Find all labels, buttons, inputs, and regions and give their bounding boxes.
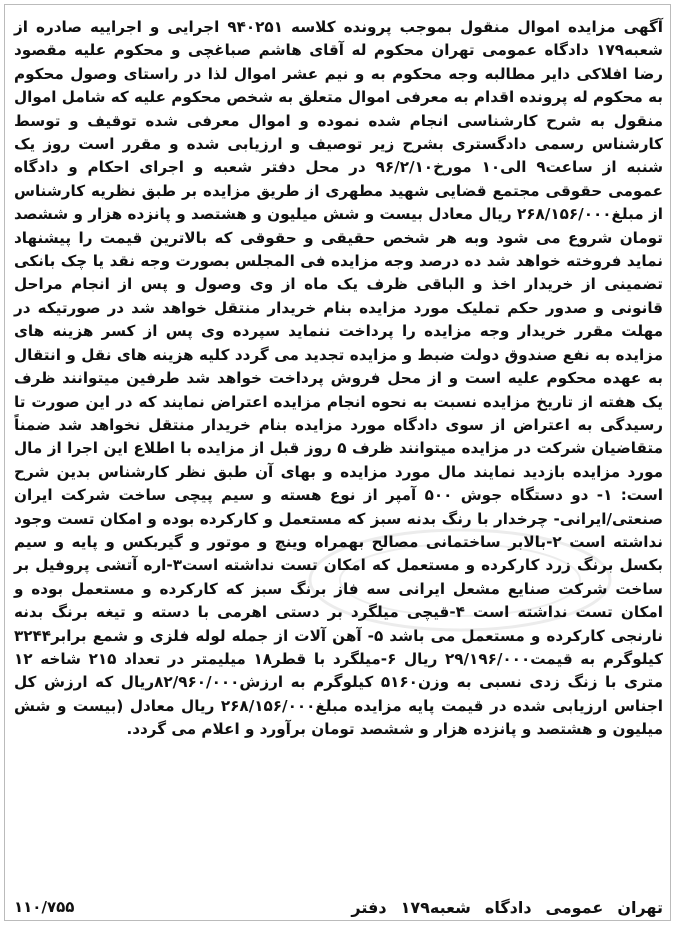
notice-footer bbox=[14, 893, 663, 921]
footer-reference-number: ۱۱۰/۷۵۵ bbox=[14, 898, 75, 916]
footer-general: عمومی bbox=[545, 897, 604, 917]
footer-office: دفتر bbox=[351, 897, 387, 917]
footer-court: دادگاه bbox=[484, 897, 532, 917]
footer-city: تهران bbox=[617, 897, 663, 917]
auction-notice-text: آگهی مزایده اموال منقول بموجب پرونده کلاسه ۹۴۰۲۵۱ اجرایی و اجراییه صادره از شعبه۱۷۹ دادگاه عمومی تهران محکوم له آقای هاشم صباغچی و محکوم علیه مقصود رضا افلاکی دایر مطالبه وجه محکوم به و نیم عشر اموال لذا در راستای وصول محکوم به محکوم له پرونده اقدام به معرفی اموال متعلق به شخص محکوم علیه که شامل اموال منقول به شرح کارشناسی انجام شده نموده و اموال معرفی شده توقیف و توسط کارشناس رسمی دادگستری بشرح زیر توصیف و ارزیابی شده و مقرر است روز یک شنبه از ساعت۹ الی۱۰ مورخ۹۶/۲/۱۰ در محل دفتر شعبه و اجرای احکام و دادگاه عمومی حقوقی مجتمع قضایی شهید مطهری از طریق مزایده بر طبق نظریه کارشناس از مبلغ۲۶۸/۱۵۶/۰۰۰ ریال معادل بیست و شش میلیون و هشتصد و پانزده هزار و ششصد تومان شروع می شود وبه هر شخص حقیقی و حقوقی که بالاترین قیمت را پیشنهاد نماید فروخته خواهد شد ده درصد وجه مزایده فی المجلس بصورت وجه نقد یا چک بانکی تضمینی از خریدار اخذ و الباقی ظرف یک ماه از وی وصول و پس از انجام مراحل قانونی و صدور حکم تملیک مورد مزایده بنام خریدار منتقل خواهد شد در صورتیکه در مهلت مقرر خریدار وجه مزایده را پرداخت ننماید سپرده وی پس از کسر هزینه های مزایده به نفع صندوق دولت ضبط و مزایده تجدید می گردد کلیه هزینه های نقل و انتقال به عهده محکوم علیه است و از محل فروش پرداخت خواهد شد طرفین میتوانند ظرف یک هفته از تاریخ مزایده نسبت به نحوه انجام مزایده اعتراض نمایند که در این صورت تا رسیدگی به اعتراض از سوی دادگاه مورد مزایده بنام خریدار منتقل نخواهد شد ضمناً متقاضیان شرکت در مزایده میتوانند ظرف ۵ روز قبل از مزایده با اطلاع این اجرا از مال مورد مزایده بازدید نمایند مال مورد مزایده و بهای آن طبق نظر کارشناس بدین شرح است: ۱- دو دستگاه جوش ۵۰۰ آمپر از نوع هسته و سیم پیچی ساخت شرکت ایران صنعتی/ایرانی- چرخدار با رنگ بدنه سبز که مستعمل و کارکرده بوده و امکان تست وجود نداشته است ۲-بالابر ساختمانی مصالح بهمراه وینچ و موتور و گیربکس و پایه و سیم بکسل برنگ زرد کارکرده و مستعمل که امکان تست نداشته است۳-اره آتشی پروفیل بر ساخت شرکت صنایع مشعل ایرانی سه فاز برنگ سبز که کارکرده و مستعمل بوده و امکان تست نداشته است ۴-قیچی میلگرد بر دستی اهرمی با دسته و تیغه برنگ بدنه نارنجی کارکرده و مستعمل می باشد ۵- آهن آلات از جمله لوله فلزی و شمع برابر۳۲۴۴ کیلوگرم به قیمت۲۹/۱۹۶/۰۰۰ ریال ۶-میلگرد با قطر۱۸ میلیمتر در تعداد ۲۱۵ شاخه ۱۲ متری با زنگ زدی نسبی به وزن۵۱۶۰ کیلوگرم به ارزش۸۲/۹۶۰/۰۰۰ریال که ارزش کل اجناس ارزیابی شده در قیمت پایه مزایده مبلغ۲۶۸/۱۵۶/۰۰۰ ریال معادل (بیست و شش میلیون و هشتصد و پانزده هزار و ششصد تومان برآورد و اعلام می گردد. bbox=[14, 18, 664, 739]
footer-branch: شعبه۱۷۹ bbox=[400, 897, 471, 917]
footer-court-info bbox=[351, 898, 663, 917]
